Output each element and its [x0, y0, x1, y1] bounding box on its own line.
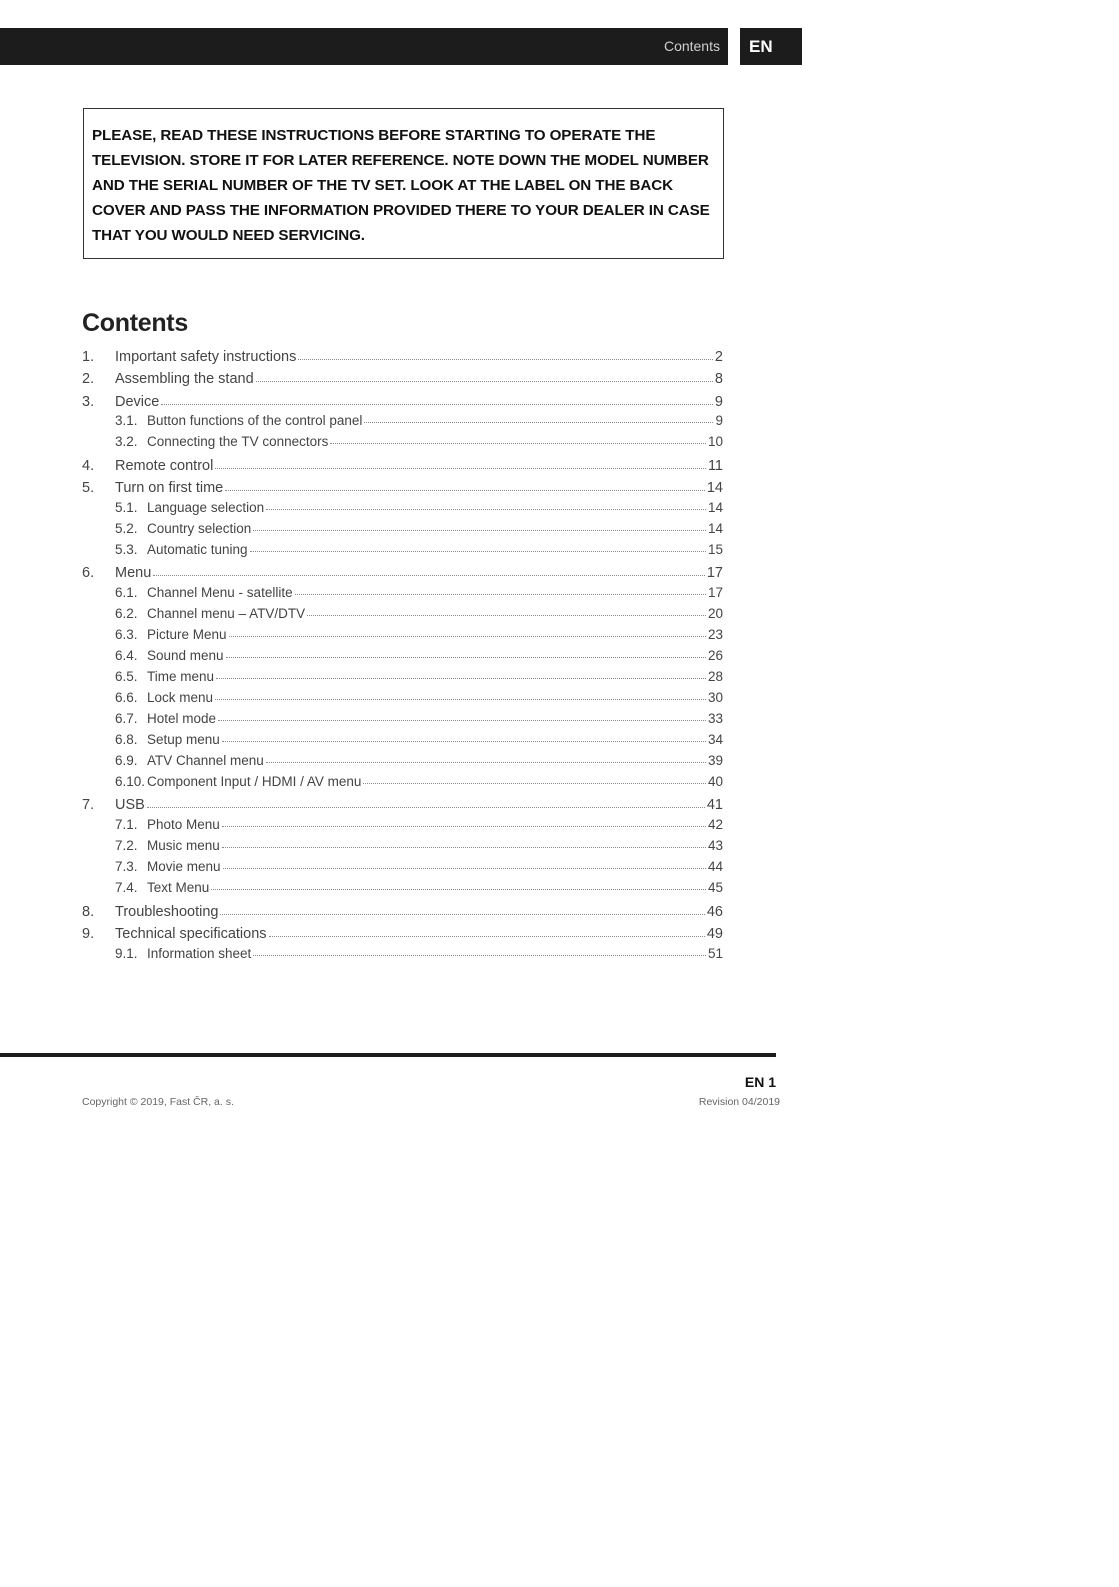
- toc-entry-page: 26: [707, 648, 723, 663]
- toc-leader-dots: [269, 935, 705, 937]
- toc-leader-dots: [222, 740, 706, 742]
- toc-entry-label: Remote control: [115, 458, 214, 474]
- toc-leader-dots: [229, 635, 706, 637]
- toc-entry-page: 45: [707, 880, 723, 895]
- toc-entry-number: 6.1.: [115, 585, 138, 600]
- toc-entry-number: 7.2.: [115, 838, 138, 853]
- toc-entry-label: Language selection: [147, 500, 265, 515]
- toc-entry[interactable]: [82, 683, 723, 705]
- toc-entry-page: 8: [714, 371, 723, 387]
- toc-leader-dots: [253, 954, 706, 956]
- toc-entry-page: 39: [707, 753, 723, 768]
- revision-text: Revision 04/2019: [698, 1096, 780, 1108]
- toc-entry[interactable]: [82, 514, 723, 536]
- toc-entry-label: Channel Menu - satellite: [147, 585, 293, 600]
- toc-entry-label: Country selection: [147, 521, 252, 536]
- page-number: EN 1: [744, 1074, 776, 1090]
- toc-entry-number: 6.10.: [115, 774, 146, 789]
- toc-entry-label: Troubleshooting: [115, 904, 219, 920]
- toc-entry-page: 10: [707, 434, 723, 449]
- toc-entry-number: 1.: [82, 349, 95, 365]
- toc-leader-dots: [153, 574, 705, 576]
- toc-entry-label: Automatic tuning: [147, 542, 248, 557]
- toc-entry-label: Photo Menu: [147, 817, 220, 832]
- toc-entry[interactable]: [82, 767, 723, 789]
- toc-entry-number: 2.: [82, 371, 95, 387]
- toc-leader-dots: [307, 614, 706, 616]
- toc-entry-page: 15: [707, 542, 723, 557]
- toc-entry-page: 9: [715, 413, 723, 428]
- toc-entry-number: 7.4.: [115, 880, 138, 895]
- toc-entry-label: Time menu: [147, 669, 215, 684]
- header-title: Contents: [663, 38, 720, 54]
- toc-entry[interactable]: [82, 427, 723, 449]
- toc-entry-label: Connecting the TV connectors: [147, 434, 329, 449]
- toc-entry-number: 6.9.: [115, 753, 138, 768]
- toc-entry-label: Menu: [115, 565, 152, 581]
- toc-entry-page: 20: [707, 606, 723, 621]
- toc-entry-page: 34: [707, 732, 723, 747]
- toc-entry[interactable]: [82, 620, 723, 642]
- toc-leader-dots: [211, 888, 706, 890]
- contents-title: Contents: [82, 309, 188, 337]
- toc-entry-label: Technical specifications: [115, 926, 267, 942]
- toc-leader-dots: [250, 550, 706, 552]
- toc-leader-dots: [266, 508, 706, 510]
- toc-leader-dots: [256, 380, 713, 382]
- toc-leader-dots: [295, 593, 706, 595]
- notice-text: PLEASE, READ THESE INSTRUCTIONS BEFORE STARTING TO OPERATE THE TELEVISION. STORE IT FOR LATER REFERENCE. NOTE DOWN THE MODEL NUMBER AND THE SERIAL NUMBER OF THE TV SET. LOOK AT THE LABEL ON THE BACK COVER AND PASS THE INFORMATION PROVIDED THERE TO YOUR DEALER IN CASE THAT YOU WOULD NEED SERVICING.: [92, 127, 710, 244]
- toc-entry-number: 6.4.: [115, 648, 138, 663]
- toc-entry[interactable]: [82, 662, 723, 684]
- toc-leader-dots: [330, 442, 706, 444]
- toc-entry-label: Hotel mode: [147, 711, 217, 726]
- toc-leader-dots: [253, 529, 706, 531]
- toc-entry[interactable]: [82, 831, 723, 853]
- toc-entry-label: Picture Menu: [147, 627, 227, 642]
- toc-entry-label: Channel menu – ATV/DTV: [147, 606, 306, 621]
- toc-entry-label: Important safety instructions: [115, 349, 297, 365]
- toc-entry-label: Component Input / HDMI / AV menu: [147, 774, 362, 789]
- toc-entry-label: Button functions of the control panel: [147, 413, 363, 428]
- toc-entry-label: Assembling the stand: [115, 371, 254, 387]
- toc-entry-number: 7.1.: [115, 817, 138, 832]
- toc-entry-number: 7.3.: [115, 859, 138, 874]
- toc-entry-page: 51: [707, 946, 723, 961]
- toc-leader-dots: [222, 825, 706, 827]
- toc-leader-dots: [215, 467, 706, 469]
- toc-entry[interactable]: [82, 641, 723, 663]
- toc-entry-label: Music menu: [147, 838, 220, 853]
- toc-entry-page: 49: [706, 926, 723, 942]
- toc-entry[interactable]: [82, 810, 723, 832]
- toc-entry[interactable]: [82, 493, 723, 515]
- toc-entry[interactable]: [82, 873, 723, 895]
- toc-entry[interactable]: [82, 898, 723, 920]
- toc-leader-dots: [226, 656, 706, 658]
- toc-entry-number: 6.3.: [115, 627, 138, 642]
- toc-leader-dots: [364, 421, 713, 423]
- toc-entry[interactable]: [82, 578, 723, 600]
- toc-leader-dots: [222, 846, 706, 848]
- toc-entry-number: 5.: [82, 480, 95, 496]
- toc-entry-page: 2: [714, 349, 723, 365]
- toc-entry-label: Text Menu: [147, 880, 210, 895]
- toc-entry-page: 42: [707, 817, 723, 832]
- toc-entry-page: 17: [706, 565, 723, 581]
- toc-entry-page: 11: [707, 458, 723, 474]
- toc-entry-number: 6.5.: [115, 669, 138, 684]
- toc-entry-page: 41: [706, 797, 723, 813]
- toc-entry-page: 33: [707, 711, 723, 726]
- toc-leader-dots: [218, 719, 706, 721]
- toc-entry-number: 3.2.: [115, 434, 138, 449]
- toc-entry-page: 30: [707, 690, 723, 705]
- toc-entry-number: 6.7.: [115, 711, 138, 726]
- header-bar: [0, 28, 728, 65]
- toc-entry[interactable]: [82, 725, 723, 747]
- toc-entry[interactable]: [82, 406, 723, 428]
- toc-leader-dots: [363, 782, 706, 784]
- toc-leader-dots: [220, 913, 704, 915]
- toc-leader-dots: [225, 489, 705, 491]
- toc-entry-page: 14: [707, 521, 723, 536]
- language-badge: EN: [740, 28, 802, 65]
- toc-entry[interactable]: [82, 343, 723, 365]
- toc-entry-number: 6.8.: [115, 732, 138, 747]
- toc-entry-page: 9: [714, 394, 723, 410]
- toc-entry-page: 23: [707, 627, 723, 642]
- toc-entry-page: 46: [706, 904, 723, 920]
- toc-entry-number: 4.: [82, 458, 95, 474]
- toc-entry-number: 5.2.: [115, 521, 138, 536]
- toc-entry[interactable]: [82, 852, 723, 874]
- toc-entry-number: 5.1.: [115, 500, 138, 515]
- toc-entry-number: 6.6.: [115, 690, 138, 705]
- toc-entry[interactable]: [82, 599, 723, 621]
- toc-entry-page: 43: [707, 838, 723, 853]
- toc-entry-label: ATV Channel menu: [147, 753, 264, 768]
- toc-leader-dots: [266, 761, 706, 763]
- toc-entry-page: 14: [706, 480, 723, 496]
- toc-entry-number: 7.: [82, 797, 95, 813]
- toc-entry-number: 3.: [82, 394, 95, 410]
- toc-entry[interactable]: [82, 939, 723, 961]
- toc-entry[interactable]: [82, 452, 723, 474]
- toc-leader-dots: [216, 677, 706, 679]
- toc-entry-number: 5.3.: [115, 542, 138, 557]
- toc-entry-label: Device: [115, 394, 160, 410]
- toc-entry[interactable]: [82, 365, 723, 387]
- copyright-text: Copyright © 2019, Fast ČR, a. s.: [82, 1096, 234, 1108]
- toc-entry-page: 17: [707, 585, 723, 600]
- toc-entry-label: USB: [115, 797, 145, 813]
- toc-leader-dots: [215, 698, 706, 700]
- notice-box: [83, 108, 724, 259]
- toc-entry-page: 14: [707, 500, 723, 515]
- footer-rule: [0, 1053, 776, 1057]
- toc-leader-dots: [161, 403, 713, 405]
- toc-entry[interactable]: [82, 746, 723, 768]
- toc-entry-number: 6.: [82, 565, 95, 581]
- toc-entry-label: Sound menu: [147, 648, 224, 663]
- toc-entry-label: Turn on first time: [115, 480, 224, 496]
- toc-entry-label: Movie menu: [147, 859, 221, 874]
- toc-entry-number: 3.1.: [115, 413, 138, 428]
- toc-entry[interactable]: [82, 704, 723, 726]
- toc-entry-number: 9.: [82, 926, 95, 942]
- toc-entry-label: Setup menu: [147, 732, 220, 747]
- toc-entry-page: 40: [707, 774, 723, 789]
- toc-entry-number: 8.: [82, 904, 95, 920]
- toc-entry[interactable]: [82, 535, 723, 557]
- toc-leader-dots: [298, 358, 713, 360]
- toc-entry-page: 28: [707, 669, 723, 684]
- toc-entry-page: 44: [707, 859, 723, 874]
- toc-leader-dots: [223, 867, 706, 869]
- toc-entry-label: Information sheet: [147, 946, 252, 961]
- toc-entry-number: 9.1.: [115, 946, 138, 961]
- toc-leader-dots: [147, 806, 705, 808]
- toc-entry-label: Lock menu: [147, 690, 214, 705]
- toc-entry-number: 6.2.: [115, 606, 138, 621]
